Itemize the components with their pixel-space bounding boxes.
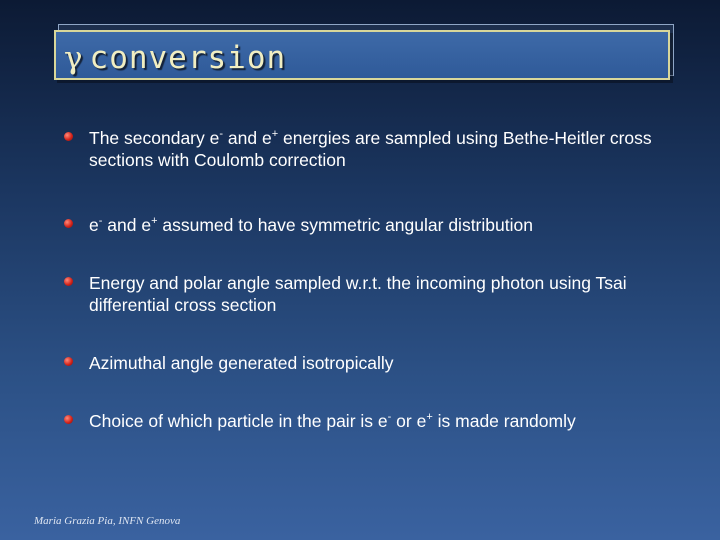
bullet-text-segment: and e [102, 215, 152, 235]
bullet-text-segment: Choice of which particle in the pair is e [89, 411, 388, 431]
bullet-item [64, 352, 684, 374]
bullet-text-segment: Energy and polar angle sampled w.r.t. the incoming photon using Tsai differential cross section [89, 273, 627, 315]
footer-author: Maria Grazia Pia, INFN Genova [34, 515, 181, 527]
bullet-superscript: + [151, 215, 158, 228]
bullet-text-segment: Azimuthal angle generated isotropically [89, 353, 394, 373]
title-text: conversion [89, 40, 287, 76]
bullet-text [89, 272, 684, 316]
bullet-dot-icon [64, 415, 73, 424]
bullet-text-segment: is made randomly [432, 411, 576, 431]
bullet-dot-icon [64, 219, 73, 228]
bullet-text-segment: The secondary e [89, 128, 220, 148]
bullet-dot-icon [64, 357, 73, 366]
bullet-item [64, 272, 684, 316]
bullet-superscript: - [387, 411, 392, 424]
bullet-item [64, 214, 684, 236]
bullet-dot-icon [64, 132, 73, 141]
title-box [54, 30, 670, 80]
bullet-superscript: + [426, 411, 433, 424]
bullet-text-segment: energies are sampled using Bethe-Heitler cross sections with Coulomb correction [89, 128, 652, 170]
title-gamma-symbol: γ [64, 40, 84, 76]
bullet-superscript: - [98, 215, 103, 228]
bullet-text [89, 410, 684, 432]
bullet-item [64, 410, 684, 432]
bullet-text-segment: assumed to have symmetric angular distribution [157, 215, 533, 235]
bullet-text-segment: e [89, 215, 99, 235]
bullet-item [64, 127, 684, 171]
bullet-dot-icon [64, 277, 73, 286]
bullet-text-segment: and e [223, 128, 272, 148]
bullet-text [89, 352, 684, 374]
bullet-text-segment: or e [391, 411, 427, 431]
bullet-superscript: - [219, 128, 224, 141]
slide-title [64, 40, 286, 76]
bullet-text [89, 127, 684, 171]
bullet-text [89, 214, 684, 236]
bullet-superscript: + [271, 128, 279, 141]
